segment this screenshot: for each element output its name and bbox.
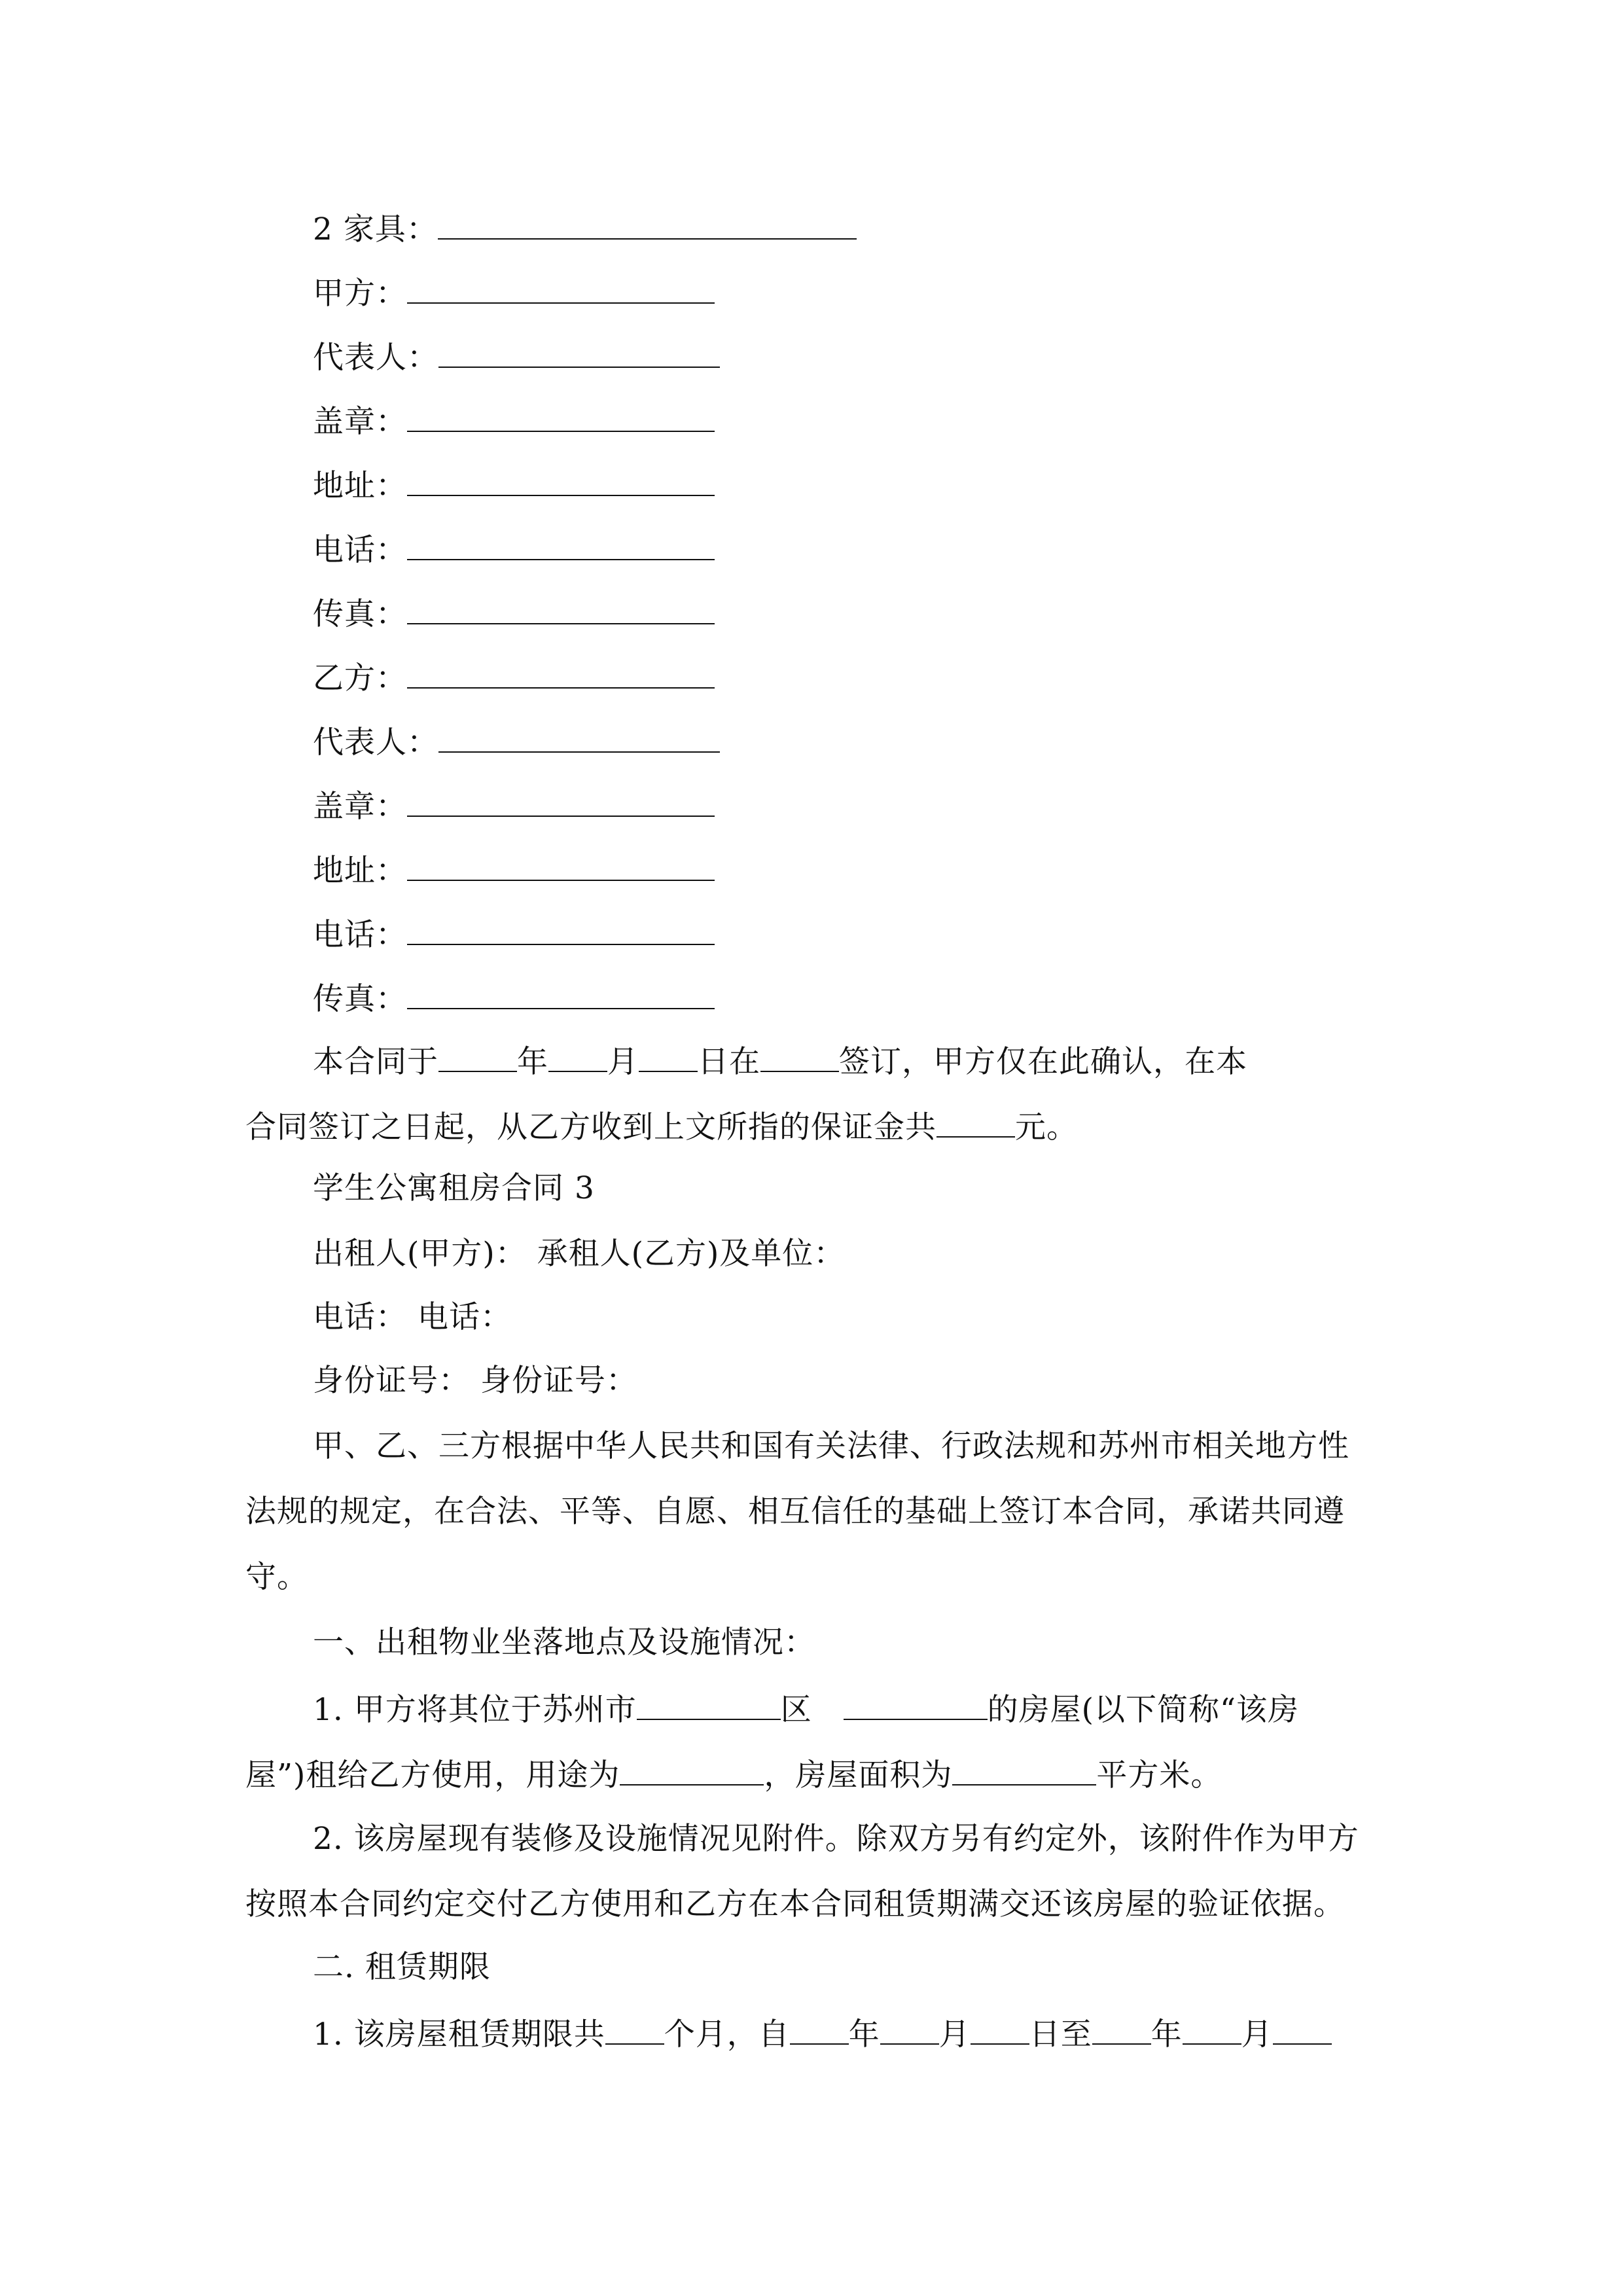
intro-line-3: 守。	[245, 1559, 308, 1595]
start-month-label: 月	[938, 2017, 971, 2053]
sign-day-blank[interactable]	[639, 1041, 698, 1072]
furniture-blank[interactable]	[438, 208, 857, 240]
area-blank[interactable]	[952, 1754, 1096, 1785]
party-b-line	[313, 657, 715, 698]
party-b-rep-blank[interactable]	[438, 721, 720, 753]
item-1-text-d: 屋”)租给乙方使用，用途为	[245, 1757, 620, 1793]
term-line	[313, 2013, 1332, 2054]
end-day-blank[interactable]	[1273, 2013, 1332, 2045]
start-day-blank[interactable]	[971, 2013, 1029, 2045]
party-a-seal-blank[interactable]	[407, 401, 715, 432]
party-b-fax-label: 传真：	[313, 981, 407, 1017]
party-b-rep-line	[313, 721, 720, 762]
party-a-rep-line	[313, 336, 720, 378]
id-numbers-line: 身份证号： 身份证号：	[313, 1363, 637, 1399]
section-1-title: 一、出租物业坐落地点及设施情况：	[313, 1624, 815, 1660]
party-b-rep-label: 代表人：	[313, 725, 438, 761]
party-a-rep-blank[interactable]	[438, 336, 720, 368]
sign-year-blank[interactable]	[438, 1041, 517, 1072]
contract-3-title: 学生公寓租房合同 3	[313, 1170, 595, 1206]
party-a-rep-label: 代表人：	[313, 340, 438, 376]
location-blank[interactable]	[844, 1689, 988, 1720]
sign-clause-line-1	[313, 1041, 1247, 1082]
start-year-label: 年	[848, 2017, 880, 2053]
start-month-blank[interactable]	[880, 2013, 939, 2045]
item-1-line-2	[245, 1754, 1222, 1795]
party-a-fax-line	[313, 593, 715, 634]
parties-line: 出租人(甲方)： 承租人(乙方)及单位：	[313, 1236, 846, 1272]
end-month-blank[interactable]	[1183, 2013, 1241, 2045]
sign-clause-line-2	[245, 1106, 1078, 1147]
intro-line-1: 甲、乙、三方根据中华人民共和国有关法律、行政法规和苏州市相关地方性	[313, 1428, 1349, 1464]
item-1-text-e: ，房屋面积为	[764, 1757, 953, 1793]
item-1-line-1	[313, 1689, 1299, 1730]
party-a-address-label: 地址：	[313, 468, 407, 504]
party-b-phone-label: 电话：	[313, 917, 407, 953]
deposit-text: 合同签订之日起，从乙方收到上文所指的保证金共	[245, 1109, 936, 1145]
party-b-seal-blank[interactable]	[407, 785, 715, 817]
furniture-line	[313, 208, 857, 249]
item-2-line-2: 按照本合同约定交付乙方使用和乙方在本合同租赁期满交还该房屋的验证依据。	[245, 1886, 1345, 1922]
end-month-label: 月	[1241, 2017, 1273, 2053]
furniture-label: 2 家具：	[313, 211, 438, 247]
item-1-text-c: 的房屋(以下简称“该房	[987, 1692, 1299, 1728]
sign-clause-text: 本合同于	[313, 1044, 438, 1080]
party-a-fax-blank[interactable]	[407, 593, 715, 624]
party-a-address-blank[interactable]	[407, 465, 715, 496]
term-months-blank[interactable]	[605, 2013, 664, 2045]
sign-month-label: 月	[607, 1044, 639, 1080]
item-2-line-1: 2. 该房屋现有装修及设施情况见附件。除双方另有约定外，该附件作为甲方	[313, 1821, 1359, 1857]
item-1-text-f: 平方米。	[1096, 1757, 1222, 1793]
party-a-seal-line	[313, 401, 715, 442]
party-b-seal-label: 盖章：	[313, 789, 407, 825]
party-a-phone-blank[interactable]	[407, 529, 715, 560]
end-year-label: 年	[1150, 2017, 1183, 2053]
party-a-phone-line	[313, 529, 715, 570]
party-b-seal-line	[313, 785, 715, 827]
section-2-title: 二. 租赁期限	[313, 1949, 491, 1985]
deposit-unit: 元。	[1015, 1109, 1078, 1145]
term-text-b: 个月，自	[664, 2017, 790, 2053]
district-blank[interactable]	[637, 1689, 781, 1720]
party-b-address-blank[interactable]	[407, 850, 715, 881]
sign-day-label: 日在	[698, 1044, 760, 1080]
party-b-fax-line	[313, 978, 715, 1019]
sign-clause-rest: 签订，甲方仅在此确认，在本	[839, 1044, 1247, 1080]
party-b-fax-blank[interactable]	[407, 978, 715, 1009]
usage-blank[interactable]	[620, 1754, 764, 1785]
party-b-phone-blank[interactable]	[407, 914, 715, 945]
item-1-text-a: 1. 甲方将其位于苏州市	[313, 1692, 637, 1728]
sign-year-label: 年	[517, 1044, 548, 1080]
sign-month-blank[interactable]	[548, 1041, 607, 1072]
phones-line: 电话： 电话：	[313, 1299, 512, 1335]
start-day-label: 日至	[1029, 2017, 1092, 2053]
party-a-blank[interactable]	[407, 272, 715, 304]
intro-line-2: 法规的规定，在合法、平等、自愿、相互信任的基础上签订本合同，承诺共同遵	[245, 1494, 1345, 1530]
party-b-blank[interactable]	[407, 657, 715, 689]
party-a-address-line	[313, 465, 715, 506]
deposit-amount-blank[interactable]	[936, 1106, 1015, 1138]
party-a-line	[313, 272, 715, 314]
party-b-label: 乙方：	[313, 660, 407, 696]
term-text-a: 1. 该房屋租赁期限共	[313, 2017, 605, 2053]
party-b-address-line	[313, 850, 715, 891]
party-a-seal-label: 盖章：	[313, 404, 407, 440]
party-a-fax-label: 传真：	[313, 596, 407, 632]
item-1-text-b: 区	[780, 1692, 812, 1728]
party-a-label: 甲方：	[313, 276, 407, 312]
end-year-blank[interactable]	[1092, 2013, 1151, 2045]
start-year-blank[interactable]	[790, 2013, 849, 2045]
sign-place-blank[interactable]	[760, 1041, 839, 1072]
party-a-phone-label: 电话：	[313, 532, 407, 568]
party-b-address-label: 地址：	[313, 853, 407, 889]
party-b-phone-line	[313, 914, 715, 955]
